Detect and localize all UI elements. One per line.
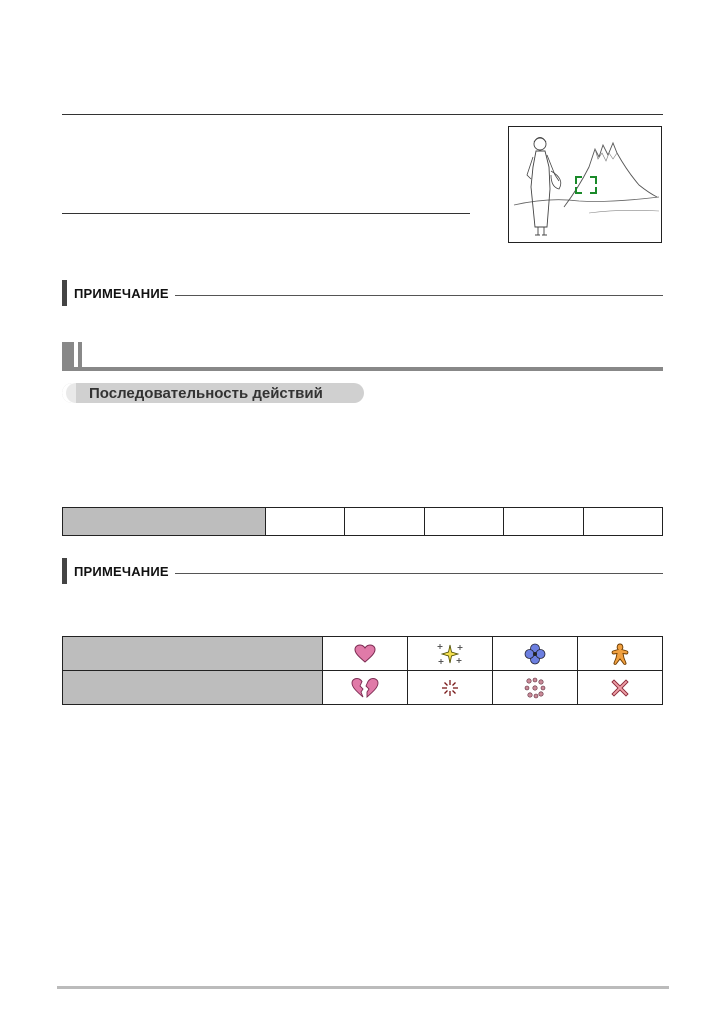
woman-mountain-illustration (509, 127, 661, 242)
table-cell (323, 637, 408, 671)
table-cell (424, 508, 503, 536)
table-cell (345, 508, 424, 536)
scatter-flower-icon (523, 676, 547, 700)
table-cell (493, 637, 578, 671)
footer-rule (57, 986, 669, 989)
procedure-text: Последовательность действий (89, 385, 323, 402)
settings-table (62, 507, 663, 536)
note-line (175, 295, 663, 296)
icon-table (62, 636, 663, 705)
section-marker (62, 342, 74, 368)
note-heading-2 (62, 558, 663, 584)
table-row (63, 508, 663, 536)
table-row (63, 637, 663, 671)
section-heading (62, 340, 663, 371)
table-header-cell (63, 671, 323, 705)
note-bar (62, 280, 67, 306)
table-cell (323, 671, 408, 705)
note-bar (62, 558, 67, 584)
table-cell (408, 671, 493, 705)
section-marker-thin (78, 342, 82, 368)
table-row (63, 671, 663, 705)
note-line (175, 573, 663, 574)
mid-rule (62, 213, 470, 214)
small-sparkle-icon (440, 678, 460, 698)
note-heading-1 (62, 280, 663, 306)
table-header-cell (63, 637, 323, 671)
procedure-label (62, 383, 364, 403)
section-rule (62, 367, 663, 371)
table-cell (504, 508, 583, 536)
sparkle-icon (435, 642, 465, 666)
broken-heart-icon (350, 677, 380, 699)
gingerbread-icon (611, 643, 629, 665)
top-rule (62, 114, 663, 115)
table-header-cell (63, 508, 266, 536)
table-cell (578, 671, 663, 705)
heart-icon (354, 644, 376, 664)
flower-icon (524, 643, 546, 665)
table-cell (583, 508, 662, 536)
table-cell (493, 671, 578, 705)
note-label: ПРИМЕЧАНИЕ (74, 563, 169, 579)
table-cell (408, 637, 493, 671)
cross-icon (611, 679, 629, 697)
table-cell (578, 637, 663, 671)
table-cell (265, 508, 344, 536)
camera-scene-illustration (508, 126, 662, 243)
note-label: ПРИМЕЧАНИЕ (74, 285, 169, 301)
